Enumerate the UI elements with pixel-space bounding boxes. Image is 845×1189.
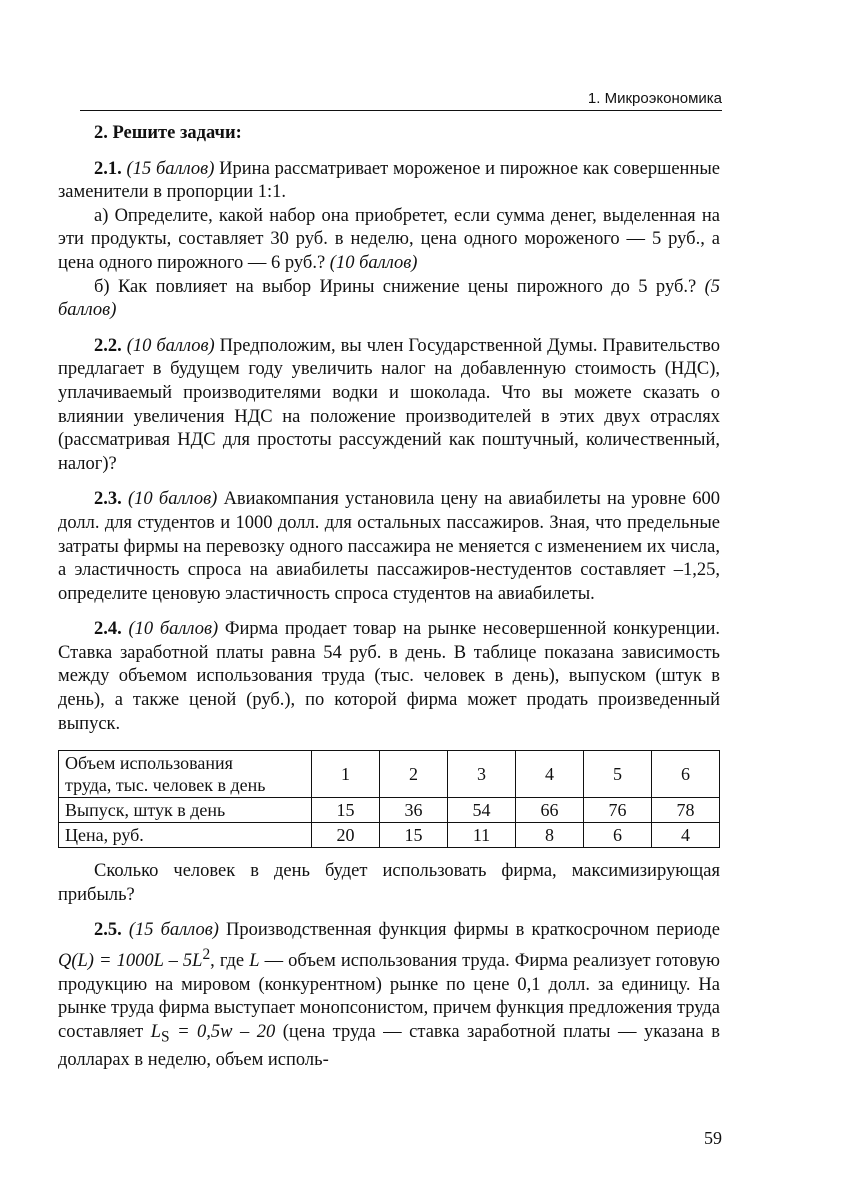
task-2-2: [58, 335, 720, 477]
task-number: 2.4.: [94, 619, 122, 640]
subtask-b-score: (5 баллов): [58, 276, 721, 321]
table-cell: 66: [516, 798, 584, 823]
page-content: [58, 118, 720, 1073]
table-cell: 6: [584, 823, 652, 848]
table-cell: 8: [516, 823, 584, 848]
task-paragraph: [58, 919, 720, 1072]
variable-l: L: [249, 951, 260, 972]
task-score: (15 баллов): [128, 920, 219, 941]
header-rule: [80, 110, 722, 111]
section-title: 2. Решите задачи:: [94, 123, 242, 143]
task-text: Предположим, вы член Государственной Думы. Правительство предлагает в будущем году увеличить налог на добавленную стоимость (НДС), уплачиваемый производителями водки и шоколада. Что вы можете сказать о влиянии увеличения НДС на положение производителей в этих двух отраслях (рассматривая НДС для простоты рассуждений как поштучный, количественный, налог)?: [58, 335, 721, 474]
task-text: , где: [210, 951, 245, 972]
task-paragraph: [58, 488, 720, 606]
row-header: Выпуск, штук в день: [59, 798, 312, 823]
table-cell: 36: [380, 798, 448, 823]
subtask-b: [58, 276, 720, 323]
table-cell: 11: [448, 823, 516, 848]
table-cell: 5: [584, 751, 652, 798]
task-text: Фирма продает товар на рынке несовершенной конкуренции. Ставка заработной платы равна 54 руб. в день. В таблице показана зависимость между объемом использования труда (тыс. человек в день), выпуском (штук в день), а также ценой (руб.), по которой фирма может продать произведенный выпуск.: [58, 619, 721, 734]
exponent: 2: [202, 946, 211, 964]
task-number: 2.3.: [94, 489, 122, 510]
task-paragraph: [58, 158, 720, 205]
subtask-a-text: а) Определите, какой набор она приобретет, если сумма денег, выделенная на эти продукты, составляет 30 руб. в неделю, цена одного мороженого — 5 руб., а цена одного пирожного — 6 руб.?: [58, 205, 720, 273]
row-header: Цена, руб.: [59, 823, 312, 848]
subtask-a-score: (10 баллов): [329, 252, 418, 273]
task-2-4: [58, 618, 720, 907]
row-header-line: Объем использования: [65, 753, 233, 774]
running-header: 1. Микроэкономика: [587, 90, 722, 107]
table-cell: 4: [516, 751, 584, 798]
table-row: [59, 823, 720, 848]
task-2-1: [58, 158, 720, 323]
table-cell: 15: [312, 798, 380, 823]
task-score: (10 баллов): [128, 489, 218, 510]
subtask-a: [58, 205, 720, 276]
task-text: — объем использования труда. Фирма реализует готовую продукцию на мировом (конкурентном) рынке по цене 0,1 долл. за единицу. На рынке труда фирма выступает монопсонистом, причем функция предложения труда составляет: [58, 951, 721, 1042]
task-text: Авиакомпания установила цену на авиабилеты на уровне 600 долл. для студентов и 1000 долл. для остальных пассажиров. Зная, что предельные затраты фирмы на перевозку одного пассажира не меняется с изменением их числа, а эластичность спроса на авиабилеты пассажиров-нестудентов составляет –1,25, определите ценовую эластичность спроса студентов на авиабилеты.: [58, 489, 721, 604]
task-score: (10 баллов): [126, 335, 215, 356]
table-cell: 54: [448, 798, 516, 823]
table-row: [59, 798, 720, 823]
table-cell: 76: [584, 798, 652, 823]
task-text: (цена труда — ставка заработной платы — указана в долларах в неделю, объем исполь-: [58, 1021, 721, 1071]
production-function: Q(L) = 1000L – 5L: [58, 951, 203, 972]
question-text: Сколько человек в день будет использовать фирма, максимизирующая прибыль?: [58, 861, 720, 905]
table-row: [59, 751, 720, 798]
row-header-line: труда, тыс. человек в день: [65, 775, 266, 796]
task-score: (10 баллов): [128, 619, 219, 640]
labor-output-table: [58, 750, 720, 848]
subtask-b-text: б) Как повлияет на выбор Ирины снижение цены пирожного до 5 руб.?: [94, 276, 697, 297]
table-cell: 4: [652, 823, 720, 848]
task-paragraph: [58, 335, 720, 477]
task-score: (15 баллов): [126, 158, 215, 179]
table-cell: 78: [652, 798, 720, 823]
labor-supply-formula: = 0,5w – 20: [177, 1021, 276, 1042]
table-cell: 1: [312, 751, 380, 798]
labor-supply-subscript: S: [160, 1028, 170, 1046]
table-cell: 20: [312, 823, 380, 848]
task-text: Ирина рассматривает мороженое и пирожное как совершенные заменители в пропорции 1:1.: [58, 158, 721, 203]
task-number: 2.5.: [94, 920, 122, 941]
task-2-3: [58, 488, 720, 606]
table-cell: 6: [652, 751, 720, 798]
task-text: Производственная функция фирмы в краткосрочном периоде: [226, 920, 721, 941]
task-2-5: [58, 919, 720, 1072]
table-cell: 15: [380, 823, 448, 848]
table-cell: 3: [448, 751, 516, 798]
row-header: [59, 751, 312, 798]
table-cell: 2: [380, 751, 448, 798]
task-paragraph: [58, 618, 720, 736]
task-number: 2.1.: [94, 158, 122, 179]
page-number: 59: [704, 1128, 722, 1148]
labor-supply-symbol: L: [150, 1021, 161, 1042]
task-number: 2.2.: [94, 335, 122, 356]
